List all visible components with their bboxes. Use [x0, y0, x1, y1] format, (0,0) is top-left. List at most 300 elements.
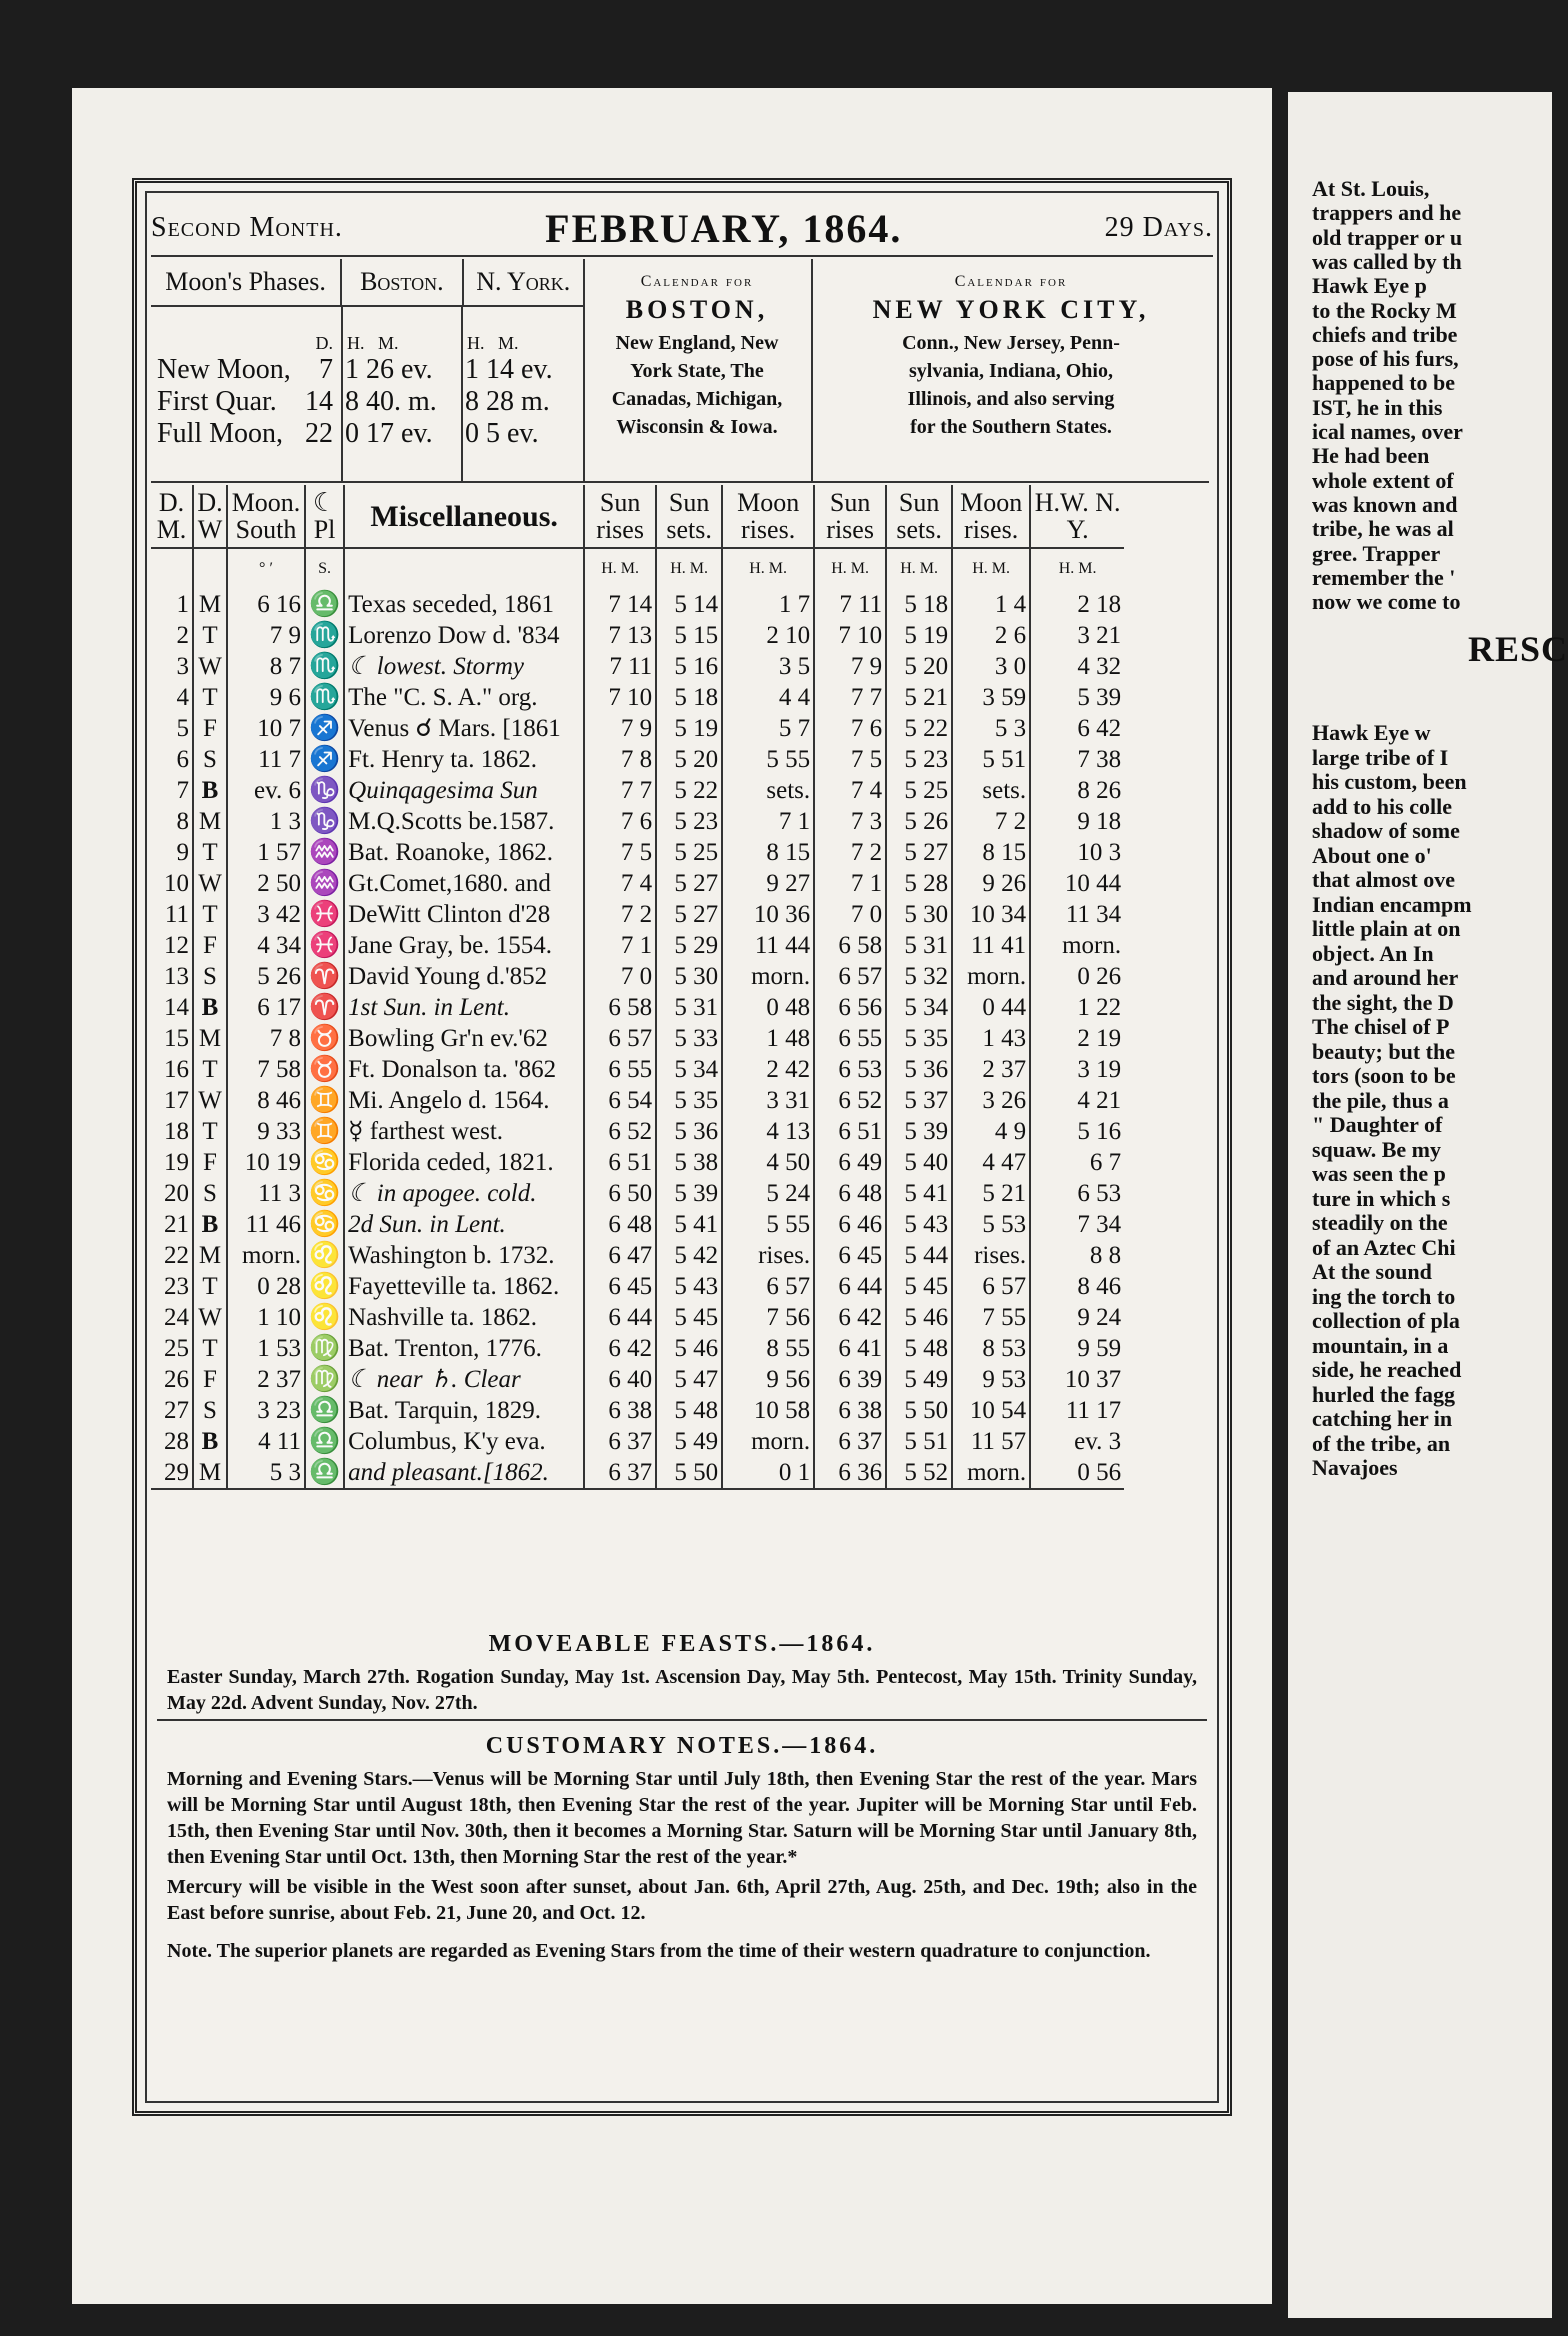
ny-moonrise: 0 44 — [952, 992, 1030, 1023]
misc-event: David Young d.'852 — [344, 961, 584, 992]
ny-moonrise: 1 43 — [952, 1023, 1030, 1054]
day-of-week: S — [193, 1395, 227, 1426]
high-water-ny: 6 42 — [1030, 713, 1124, 744]
right-page-line: beauty; but the — [1312, 1038, 1456, 1064]
day-of-week: W — [193, 1085, 227, 1116]
day-of-week: B — [193, 775, 227, 806]
high-water-ny: 7 34 — [1030, 1209, 1124, 1240]
moon-place: ♎ — [305, 1426, 344, 1457]
boston-sunset: 5 42 — [656, 1240, 722, 1271]
right-page-line: of the tribe, an — [1312, 1430, 1451, 1456]
boston-sunset: 5 49 — [656, 1426, 722, 1457]
misc-event: Jane Gray, be. 1554. — [344, 930, 584, 961]
moon-place: ♎ — [305, 589, 344, 620]
day-of-month: 18 — [164, 1118, 189, 1145]
ny-sunset: 5 23 — [886, 744, 952, 775]
moon-south: 11 3 — [227, 1178, 305, 1209]
boston-sunset: 5 30 — [656, 961, 722, 992]
phase-name: New Moon, — [157, 354, 291, 385]
boston-sunrise: 6 40 — [584, 1364, 656, 1395]
ny-sunset: 5 31 — [886, 930, 952, 961]
phase-day: 14 — [305, 386, 333, 417]
ny-moonrise: 5 51 — [952, 744, 1030, 775]
right-page-line: catching her in — [1312, 1406, 1453, 1431]
table-row — [151, 1147, 1124, 1178]
phase-boston: 1 26 ev. — [345, 354, 433, 385]
ny-sunset: 5 34 — [886, 992, 952, 1023]
right-page-line: " Daughter of — [1312, 1112, 1443, 1137]
ny-sunset: 5 37 — [886, 1085, 952, 1116]
day-of-week: M — [193, 1457, 227, 1489]
boston-moonrise: 8 15 — [722, 837, 814, 868]
high-water-ny: 4 32 — [1030, 651, 1124, 682]
boston-moonrise: 5 24 — [722, 1178, 814, 1209]
boston-sunrise: 6 38 — [584, 1395, 656, 1426]
high-water-ny: 9 24 — [1030, 1302, 1124, 1333]
day-of-month: 16 — [164, 1056, 189, 1083]
boston-sunrise: 6 58 — [584, 992, 656, 1023]
col-ny-moonrise: Moon rises. — [952, 485, 1030, 548]
moon-south: morn. — [227, 1240, 305, 1271]
boston-sunset: 5 29 — [656, 930, 722, 961]
right-page-line: object. An In — [1312, 940, 1434, 966]
calendar-caption: Calendar for — [954, 273, 1068, 290]
day-of-month: 25 — [164, 1335, 189, 1362]
moon-south: 7 58 — [227, 1054, 305, 1085]
high-water-ny: 10 3 — [1030, 837, 1124, 868]
day-of-week: M — [193, 589, 227, 620]
day-of-month: 17 — [164, 1087, 189, 1114]
moon-place: ♐ — [305, 713, 344, 744]
ny-moonrise: 7 2 — [952, 806, 1030, 837]
customary-notes-para-2: Mercury will be visible in the West soon after sunset, about Jan. 6th, April 27th, Aug. 25th, and Dec. 19th; also in the East before sunrise, about Feb. 21, June 20, and Oct. 12. — [167, 1876, 1197, 1924]
ny-sunrise: 7 9 — [814, 651, 886, 682]
ny-sunset: 5 49 — [886, 1364, 952, 1395]
col-moon-south: Moon. South — [227, 485, 305, 548]
almanac-rows — [151, 589, 1124, 1489]
day-of-month: 15 — [164, 1025, 189, 1052]
moon-place: ♏ — [305, 651, 344, 682]
moon-place: ♋ — [305, 1178, 344, 1209]
day-of-week: B — [193, 1209, 227, 1240]
ny-sunrise: 6 39 — [814, 1364, 886, 1395]
misc-event: and pleasant.[1862. — [344, 1457, 584, 1489]
ny-sunrise: 6 46 — [814, 1209, 886, 1240]
day-of-month: 20 — [164, 1180, 189, 1207]
day-of-month: 19 — [164, 1149, 189, 1176]
right-page-line: was called by th — [1312, 248, 1462, 274]
col-high-water: H.W. N. Y. — [1030, 485, 1124, 548]
ny-sunrise: 7 5 — [814, 744, 886, 775]
misc-event: ☾ in apogee. cold. — [344, 1178, 584, 1209]
table-row — [151, 1457, 1124, 1489]
boston-sunrise: 6 48 — [584, 1209, 656, 1240]
day-of-week: B — [193, 1426, 227, 1457]
right-page-line: whole extent of — [1312, 467, 1454, 493]
boston-sunset: 5 36 — [656, 1116, 722, 1147]
col-ny-sunrise: Sun rises — [814, 485, 886, 548]
table-units-row — [151, 548, 1124, 589]
boston-sunrise: 6 51 — [584, 1147, 656, 1178]
ny-moonrise: rises. — [952, 1240, 1030, 1271]
table-row — [151, 589, 1124, 620]
ny-sunset: 5 40 — [886, 1147, 952, 1178]
unit-hm: H. M. — [952, 548, 1030, 589]
col-planet — [305, 485, 344, 548]
region-line: Illinois, and also serving — [907, 388, 1115, 410]
ny-moonrise: 10 34 — [952, 899, 1030, 930]
high-water-ny: morn. — [1030, 930, 1124, 961]
day-of-month: 3 — [176, 653, 189, 680]
high-water-ny: 8 8 — [1030, 1240, 1124, 1271]
right-page-line: that almost ove — [1312, 867, 1455, 892]
ny-moonrise: morn. — [952, 961, 1030, 992]
day-of-week: F — [193, 930, 227, 961]
boston-sunrise: 7 9 — [584, 713, 656, 744]
moon-south: 2 37 — [227, 1364, 305, 1395]
ny-sunset: 5 43 — [886, 1209, 952, 1240]
right-page-line: mountain, in a — [1312, 1332, 1449, 1358]
misc-event: Washington b. 1732. — [344, 1240, 584, 1271]
misc-event: ☾ near ♄. Clear — [344, 1364, 584, 1395]
boston-sunset: 5 15 — [656, 620, 722, 651]
high-water-ny: 10 44 — [1030, 868, 1124, 899]
boston-sunset: 5 38 — [656, 1147, 722, 1178]
table-row — [151, 1085, 1124, 1116]
ny-sunrise: 7 10 — [814, 620, 886, 651]
right-page-line: tribe, he was al — [1312, 516, 1454, 542]
boston-sunrise: 6 45 — [584, 1271, 656, 1302]
day-of-month: 14 — [164, 994, 189, 1021]
day-of-month: 12 — [164, 932, 189, 959]
high-water-ny: 4 21 — [1030, 1085, 1124, 1116]
moon-south: 8 46 — [227, 1085, 305, 1116]
high-water-ny: 9 18 — [1030, 806, 1124, 837]
boston-sunset: 5 34 — [656, 1054, 722, 1085]
boston-sunset: 5 33 — [656, 1023, 722, 1054]
boston-sunrise: 6 44 — [584, 1302, 656, 1333]
moon-place: ♌ — [305, 1240, 344, 1271]
boston-sunset: 5 19 — [656, 713, 722, 744]
phases-divider-1 — [341, 305, 343, 481]
misc-event: ☾ lowest. Stormy — [344, 651, 584, 682]
day-of-month: 29 — [151, 1457, 193, 1489]
right-page-line: his custom, been — [1312, 769, 1467, 794]
unit-s: S. — [305, 548, 344, 589]
boston-moonrise: 0 48 — [722, 992, 814, 1023]
boston-sunrise: 7 2 — [584, 899, 656, 930]
boston-sunset: 5 20 — [656, 744, 722, 775]
table-row — [151, 682, 1124, 713]
day-of-week: F — [193, 1147, 227, 1178]
day-of-month: 21 — [164, 1211, 189, 1238]
boston-sunrise: 7 6 — [584, 806, 656, 837]
boston-moonrise: 6 57 — [722, 1271, 814, 1302]
right-page-line: collection of pla — [1312, 1308, 1460, 1333]
col-boston-sunrise: Sun rises — [584, 485, 656, 548]
ny-sunset: 5 30 — [886, 899, 952, 930]
table-row — [151, 744, 1124, 775]
phases-head-ny: N. York. — [476, 267, 571, 296]
ny-moonrise: 5 53 — [952, 1209, 1030, 1240]
region-line: for the Southern States. — [910, 416, 1112, 438]
unit-m: M. — [498, 333, 519, 353]
day-of-month: 1 — [176, 591, 189, 618]
day-of-month: 22 — [164, 1242, 189, 1269]
ny-sunset: 5 39 — [886, 1116, 952, 1147]
boston-moonrise: 7 56 — [722, 1302, 814, 1333]
ny-sunset: 5 22 — [886, 713, 952, 744]
region-line: Canadas, Michigan, — [611, 388, 783, 410]
col-dw: D. W — [193, 485, 227, 548]
high-water-ny: 6 53 — [1030, 1178, 1124, 1209]
boston-sunrise: 6 54 — [584, 1085, 656, 1116]
misc-event: Fayetteville ta. 1862. — [344, 1271, 584, 1302]
moon-place: ♓ — [305, 930, 344, 961]
ny-sunset: 5 51 — [886, 1426, 952, 1457]
moon-south: 1 3 — [227, 806, 305, 837]
month-title-row — [151, 201, 1213, 257]
right-page-line: of an Aztec Chi — [1312, 1234, 1456, 1260]
misc-event: Columbus, K'y eva. — [344, 1426, 584, 1457]
almanac-calendar-frame — [132, 178, 1232, 2116]
customary-notes-para-3: Note. The superior planets are regarded as Evening Stars from the time of their western quadrature to conjunction. — [167, 1940, 1151, 1962]
high-water-ny: 3 21 — [1030, 620, 1124, 651]
boston-sunset: 5 35 — [656, 1085, 722, 1116]
region-line: York State, The — [630, 360, 764, 382]
boston-sunset: 5 46 — [656, 1333, 722, 1364]
almanac-table — [151, 485, 1124, 1490]
ny-sunset: 5 26 — [886, 806, 952, 837]
boston-sunrise: 6 47 — [584, 1240, 656, 1271]
boston-sunrise: 6 52 — [584, 1116, 656, 1147]
high-water-ny: 6 7 — [1030, 1147, 1124, 1178]
boston-sunrise: 7 11 — [584, 651, 656, 682]
moon-place: ♒ — [305, 837, 344, 868]
moon-place: ♍ — [305, 1333, 344, 1364]
ny-sunrise: 6 37 — [814, 1426, 886, 1457]
ny-sunrise: 7 0 — [814, 899, 886, 930]
misc-event: 1st Sun. in Lent. — [344, 992, 584, 1023]
moon-place: ♒ — [305, 868, 344, 899]
moon-place: ♓ — [305, 899, 344, 930]
day-of-month: 5 — [176, 715, 189, 742]
day-of-month: 9 — [176, 839, 189, 866]
boston-sunset: 5 14 — [656, 589, 722, 620]
ny-sunrise: 7 3 — [814, 806, 886, 837]
day-of-month: 2 — [176, 622, 189, 649]
moon-south: 1 57 — [227, 837, 305, 868]
high-water-ny: 2 19 — [1030, 1023, 1124, 1054]
day-of-month: 13 — [164, 963, 189, 990]
misc-event: Lorenzo Dow d. '834 — [344, 620, 584, 651]
boston-sunset: 5 18 — [656, 682, 722, 713]
high-water-ny: 3 19 — [1030, 1054, 1124, 1085]
boston-moonrise: 11 44 — [722, 930, 814, 961]
right-page-line: pose of his furs, — [1312, 346, 1459, 372]
ny-sunrise: 6 38 — [814, 1395, 886, 1426]
moon-place: ♑ — [305, 806, 344, 837]
boston-moonrise: 10 58 — [722, 1395, 814, 1426]
boston-sunrise: 7 13 — [584, 620, 656, 651]
table-row — [151, 930, 1124, 961]
unit-degrees: ° ′ — [227, 548, 305, 589]
misc-event: Florida ceded, 1821. — [344, 1147, 584, 1178]
boston-sunset: 5 45 — [656, 1302, 722, 1333]
boston-sunrise: 7 1 — [584, 930, 656, 961]
phase-row — [151, 386, 583, 418]
boston-sunrise: 6 37 — [584, 1457, 656, 1489]
moon-place: ♌ — [305, 1302, 344, 1333]
ny-sunrise: 6 44 — [814, 1271, 886, 1302]
phase-ny: 1 14 ev. — [465, 354, 553, 385]
day-of-week: M — [193, 806, 227, 837]
day-of-week: M — [193, 1240, 227, 1271]
right-page-line: trappers and he — [1312, 200, 1462, 226]
table-row — [151, 1364, 1124, 1395]
day-of-month: 27 — [164, 1397, 189, 1424]
right-page-line: little plain at on — [1312, 916, 1461, 941]
ny-sunrise: 6 57 — [814, 961, 886, 992]
day-of-week: T — [193, 620, 227, 651]
boston-sunset: 5 31 — [656, 992, 722, 1023]
moon-south: 10 19 — [227, 1147, 305, 1178]
misc-event: Mi. Angelo d. 1564. — [344, 1085, 584, 1116]
moon-place: ♋ — [305, 1209, 344, 1240]
day-of-week: W — [193, 1302, 227, 1333]
right-page-line: ical names, over — [1312, 419, 1463, 444]
boston-moonrise: 9 27 — [722, 868, 814, 899]
moon-south: 1 10 — [227, 1302, 305, 1333]
moon-place: ♈ — [305, 992, 344, 1023]
high-water-ny: 7 38 — [1030, 744, 1124, 775]
misc-event: M.Q.Scotts be.1587. — [344, 806, 584, 837]
table-row — [151, 775, 1124, 806]
table-row — [151, 899, 1124, 930]
moon-phases-block — [151, 259, 585, 483]
phase-row — [151, 354, 583, 386]
moon-south: 5 26 — [227, 961, 305, 992]
ny-sunrise: 6 41 — [814, 1333, 886, 1364]
right-page-line: hurled the fagg — [1312, 1381, 1455, 1407]
misc-event: Bat. Roanoke, 1862. — [344, 837, 584, 868]
high-water-ny: 0 56 — [1030, 1457, 1124, 1489]
day-of-month: 10 — [164, 870, 189, 897]
moon-south: 3 23 — [227, 1395, 305, 1426]
boston-sunrise: 7 10 — [584, 682, 656, 713]
day-of-month: 7 — [176, 777, 189, 804]
moon-south: 10 7 — [227, 713, 305, 744]
ny-moonrise: 3 59 — [952, 682, 1030, 713]
misc-event: ☿ farthest west. — [344, 1116, 584, 1147]
day-of-week: S — [193, 1178, 227, 1209]
calendar-newyork-box — [813, 259, 1209, 483]
unit-hm: H. M. — [886, 548, 952, 589]
boston-moonrise: 4 50 — [722, 1147, 814, 1178]
right-page-line: the pile, thus a — [1312, 1087, 1449, 1113]
misc-event: 2d Sun. in Lent. — [344, 1209, 584, 1240]
moon-south: 2 50 — [227, 868, 305, 899]
misc-event: Bat. Tarquin, 1829. — [344, 1395, 584, 1426]
table-row — [151, 806, 1124, 837]
table-row — [151, 961, 1124, 992]
ny-moonrise: 6 57 — [952, 1271, 1030, 1302]
moon-south: 9 33 — [227, 1116, 305, 1147]
ny-sunrise: 7 6 — [814, 713, 886, 744]
region-line: Conn., New Jersey, Penn- — [902, 332, 1120, 354]
moon-place: ♊ — [305, 1085, 344, 1116]
right-page-line: happened to be — [1312, 370, 1456, 396]
ny-moonrise: 3 0 — [952, 651, 1030, 682]
moon-south: 5 3 — [227, 1457, 305, 1489]
day-of-week: F — [193, 1364, 227, 1395]
moveable-feasts-text: Easter Sunday, March 27th. Rogation Sunday, May 1st. Ascension Day, May 5th. Pentecost, May 15th. Trinity Sunday, May 22d. Advent Sunday, Nov. 27th. — [167, 1666, 1197, 1714]
moon-place: ♎ — [305, 1457, 344, 1489]
day-of-week: T — [193, 1054, 227, 1085]
boston-sunset: 5 48 — [656, 1395, 722, 1426]
day-of-week: T — [193, 682, 227, 713]
phases-divider-2 — [461, 305, 463, 481]
right-page-line: Hawk Eye p — [1312, 273, 1427, 299]
right-page-line: About one o' — [1312, 842, 1432, 868]
days-count: 29 Days. — [1104, 212, 1213, 243]
boston-moonrise: 1 48 — [722, 1023, 814, 1054]
moon-south: 9 6 — [227, 682, 305, 713]
phase-row — [151, 418, 583, 450]
ny-sunrise: 7 4 — [814, 775, 886, 806]
right-page-fragment — [1288, 92, 1568, 2318]
moon-place: ♊ — [305, 1116, 344, 1147]
moon-place: ♉ — [305, 1023, 344, 1054]
moon-south: 1 53 — [227, 1333, 305, 1364]
boston-sunset: 5 47 — [656, 1364, 722, 1395]
table-header-row — [151, 485, 1124, 548]
calendar-boston-box — [583, 259, 813, 483]
boston-moonrise: 10 36 — [722, 899, 814, 930]
misc-event: Texas seceded, 1861 — [344, 589, 584, 620]
boston-moonrise: 5 55 — [722, 744, 814, 775]
col-boston-sunset: Sun sets. — [656, 485, 722, 548]
right-page-line: now we come to — [1312, 589, 1461, 615]
ny-sunset: 5 44 — [886, 1240, 952, 1271]
moon-south: 11 7 — [227, 744, 305, 775]
moon-place: ♈ — [305, 961, 344, 992]
table-row — [151, 1023, 1124, 1054]
boston-moonrise: 7 1 — [722, 806, 814, 837]
table-row — [151, 1116, 1124, 1147]
col-pl-label: Pl — [313, 515, 336, 544]
moon-south: 7 9 — [227, 620, 305, 651]
boston-sunset: 5 41 — [656, 1209, 722, 1240]
boston-sunrise: 7 7 — [584, 775, 656, 806]
unit-m: M. — [378, 333, 399, 353]
moon-symbol-icon: ☾ — [312, 488, 337, 517]
ny-sunrise: 6 42 — [814, 1302, 886, 1333]
ny-moonrise: morn. — [952, 1457, 1030, 1489]
phase-ny: 8 28 m. — [465, 386, 550, 417]
right-page-line: to the Rocky M — [1312, 297, 1457, 323]
right-page-line: old trapper or u — [1312, 224, 1463, 250]
col-boston-moonrise: Moon rises. — [722, 485, 814, 548]
calendar-regions — [583, 329, 811, 441]
boston-sunrise: 6 37 — [584, 1426, 656, 1457]
ny-sunset: 5 46 — [886, 1302, 952, 1333]
right-page-line: squaw. Be my — [1312, 1136, 1441, 1162]
ny-moonrise: 1 4 — [952, 589, 1030, 620]
moon-place: ♋ — [305, 1147, 344, 1178]
boston-moonrise: 4 4 — [722, 682, 814, 713]
right-page-line: At St. Louis, — [1312, 176, 1430, 201]
